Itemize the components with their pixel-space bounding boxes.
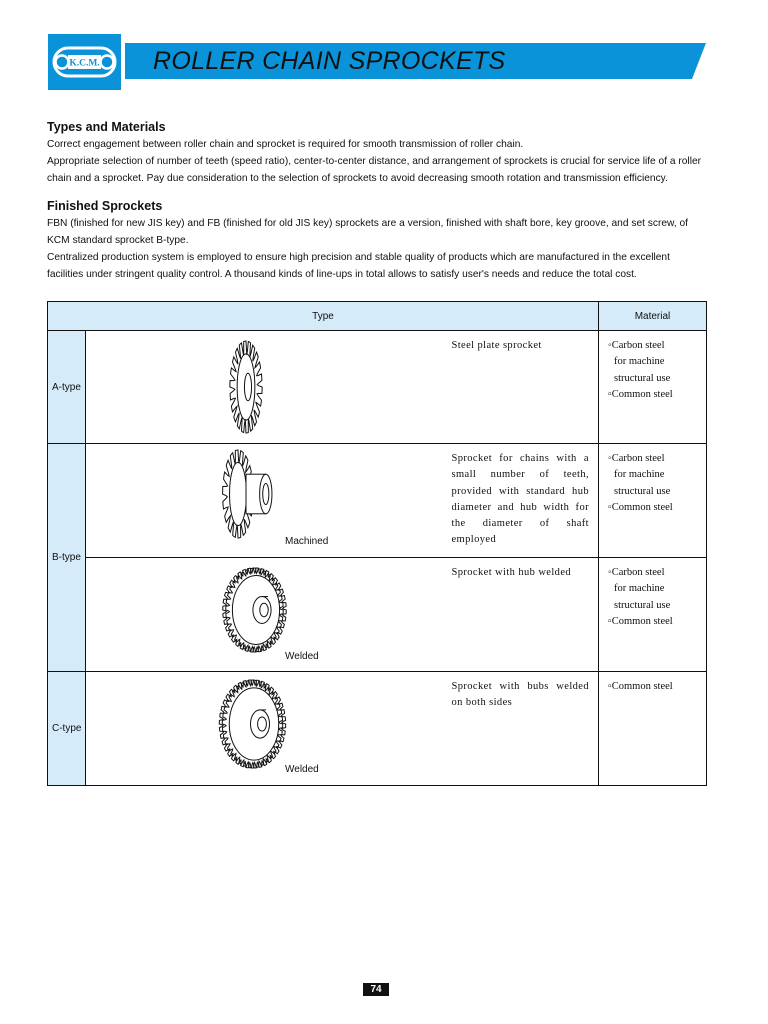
sprocket-types-table <box>47 301 707 786</box>
material-item: ▫Common steel <box>608 681 673 692</box>
types-and-materials-section <box>47 119 707 187</box>
table-row <box>48 672 707 786</box>
page-number: 74 <box>363 983 389 996</box>
sprocket-drawing <box>223 568 286 652</box>
page-title: ROLLER CHAIN SPROCKETS <box>153 47 506 75</box>
header-material: Material <box>599 302 707 331</box>
sprocket-figure-c-welded <box>86 672 445 786</box>
kcm-logo <box>48 34 121 90</box>
material-item: ◦Carbon steel <box>608 340 665 351</box>
row-label-a-type: A-type <box>48 331 86 444</box>
material-item: ◦Carbon steel <box>608 567 665 578</box>
figure-caption: Machined <box>285 536 329 547</box>
material-item: structural use <box>614 372 671 384</box>
sprocket-figure-b-welded <box>86 558 445 672</box>
finished-paragraph-2: Centralized production system is employed to ensure high precision and stable quality of products which are manufactured in the excellent facilities under stringent quality control. A thousand kinds of line-ups in total allows to satisfy user's needs and reduce the total cost. <box>47 252 670 280</box>
material-item: for machine <box>614 469 665 481</box>
sprocket-figure-b-machined <box>86 444 445 558</box>
finished-paragraph-1: FBN (finished for new JIS key) and FB (finished for old JIS key) sprockets are a version, finished with shaft bore, key groove, and set screw, of KCM standard sprocket B-type. <box>47 218 688 246</box>
row-materials <box>599 331 707 444</box>
sprocket-drawing <box>219 680 285 768</box>
figure-caption: Welded <box>285 651 319 662</box>
material-item: ▫Common steel <box>608 615 673 627</box>
types-paragraph-2: Appropriate selection of number of teeth (speed ratio), center-to-center distance, and arrangement of sprockets is crucial for service life of a roller chain and a sprocket. Pay due consideration to the selection of sprockets to avoid decreasing smooth rotation and transmission efficiency. <box>47 156 702 184</box>
types-paragraph-1: Correct engagement between roller chain and sprocket is required for smooth transmission of roller chain. <box>47 139 524 150</box>
row-description: Sprocket for chains with a small number of teeth, provided with standard hub diameter and hub width for the diameter of shaft employed <box>445 444 599 558</box>
material-item: structural use <box>614 599 671 611</box>
row-label-c-type: C-type <box>48 672 86 786</box>
row-label-b-type: B-type <box>48 444 86 672</box>
material-item: for machine <box>614 583 665 595</box>
table-row <box>48 331 707 444</box>
sprocket-drawing <box>223 450 272 538</box>
row-description: Steel plate sprocket <box>445 331 599 444</box>
material-item: for machine <box>614 356 665 368</box>
sprocket-drawing <box>230 341 262 433</box>
row-description: Sprocket with hub welded <box>445 558 599 672</box>
material-item: structural use <box>614 485 671 497</box>
material-item: ▫Common steel <box>608 388 673 400</box>
finished-sprockets-section <box>47 198 707 283</box>
row-materials <box>599 558 707 672</box>
row-description: Sprocket with bubs welded on both sides <box>445 672 599 786</box>
logo-text: K.C.M. <box>69 58 100 69</box>
material-item: ▫Common steel <box>608 501 673 513</box>
sprocket-figure-a <box>86 331 445 444</box>
figure-caption: Welded <box>285 764 319 775</box>
finished-sprockets-heading: Finished Sprockets <box>47 199 163 213</box>
row-materials <box>599 672 707 786</box>
chain-link-icon <box>48 34 121 90</box>
types-and-materials-heading: Types and Materials <box>47 120 166 134</box>
header-type: Type <box>48 302 599 331</box>
title-banner <box>125 43 706 79</box>
table-row <box>48 444 707 558</box>
row-materials <box>599 444 707 558</box>
table-row <box>48 558 707 672</box>
material-item: ◦Carbon steel <box>608 453 665 464</box>
